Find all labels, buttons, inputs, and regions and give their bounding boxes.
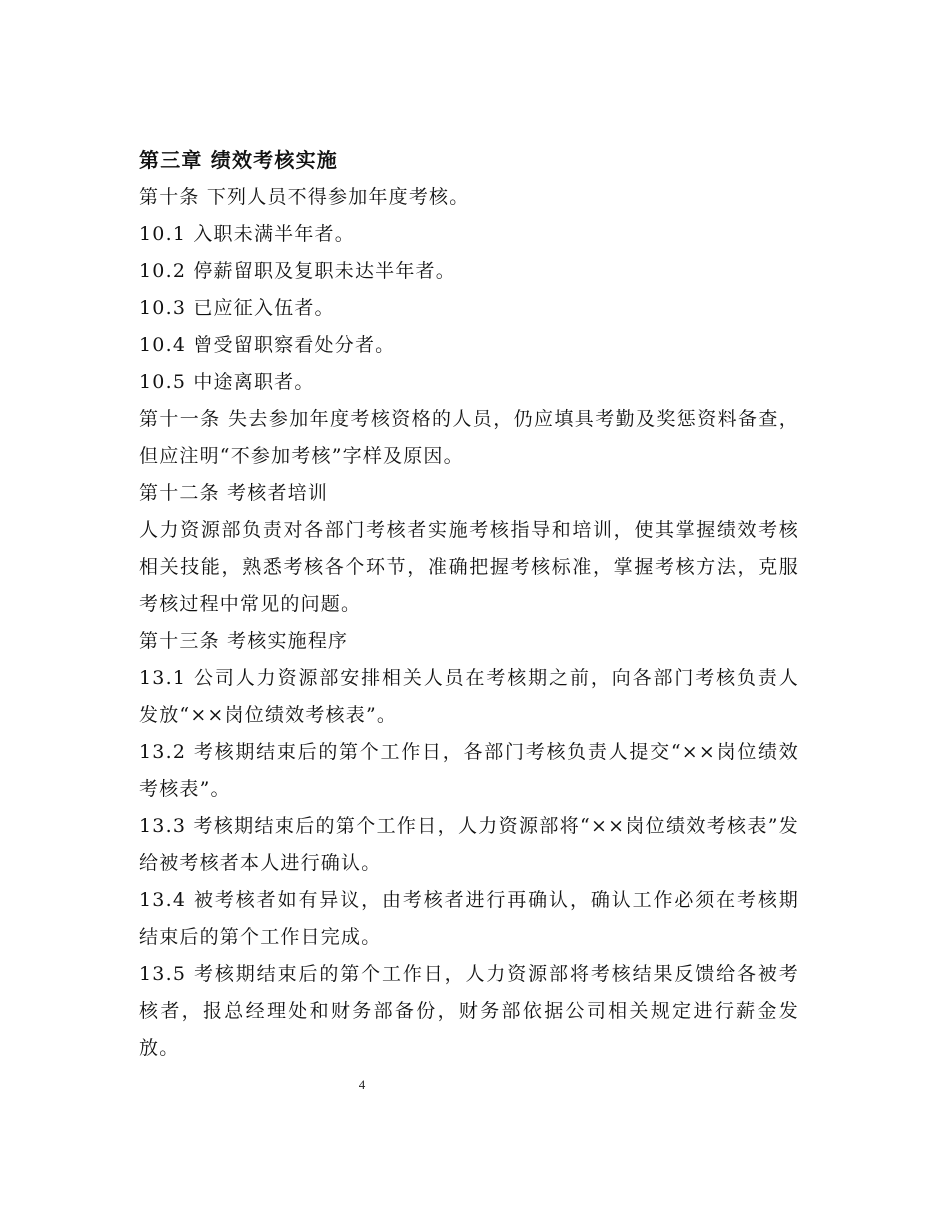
clause-13-3: 13.3 考核期结束后的第个工作日，人力资源部将“××岗位绩效考核表”发给被考核者本人进行确认。 [139,815,799,874]
chapter-title: 第三章 绩效考核实施 [139,148,338,172]
clause-13-4: 13.4 被考核者如有异议，由考核者进行再确认，确认工作必须在考核期结束后的第个工作日完成。 [139,889,799,948]
clause-10-1: 10.1 入职未满半年者。 [139,223,355,245]
article-10: 第十条 下列人员不得参加年度考核。 [139,186,470,208]
article-12-heading: 第十二条 考核者培训 [139,482,329,504]
clause-13-2: 13.2 考核期结束后的第个工作日，各部门考核负责人提交“××岗位绩效考核表”。 [139,741,799,800]
article-13-heading: 第十三条 考核实施程序 [139,630,349,652]
clause-13-5: 13.5 考核期结束后的第个工作日，人力资源部将考核结果反馈给各被考核者，报总经理处和财务部备份，财务部依据公司相关规定进行薪金发放。 [139,963,799,1059]
article-12-body: 人力资源部负责对各部门考核者实施考核指导和培训，使其掌握绩效考核相关技能，熟悉考核各个环节，准确把握考核标准，掌握考核方法，克服考核过程中常见的问题。 [139,519,799,615]
clause-10-3: 10.3 已应征入伍者。 [139,297,335,319]
document-body [139,142,799,1067]
article-11: 第十一条 失去参加年度考核资格的人员，仍应填具考勤及奖惩资料备查，但应注明“不参加考核”字样及原因。 [139,408,799,467]
clause-10-2: 10.2 停薪留职及复职未达半年者。 [139,260,456,282]
clause-10-4: 10.4 曾受留职察看处分者。 [139,334,396,356]
clause-13-1: 13.1 公司人力资源部安排相关人员在考核期之前，向各部门考核负责人发放“××岗位绩效考核表”。 [139,667,799,726]
page-number: 4 [358,1077,366,1092]
clause-10-5: 10.5 中途离职者。 [139,371,315,393]
